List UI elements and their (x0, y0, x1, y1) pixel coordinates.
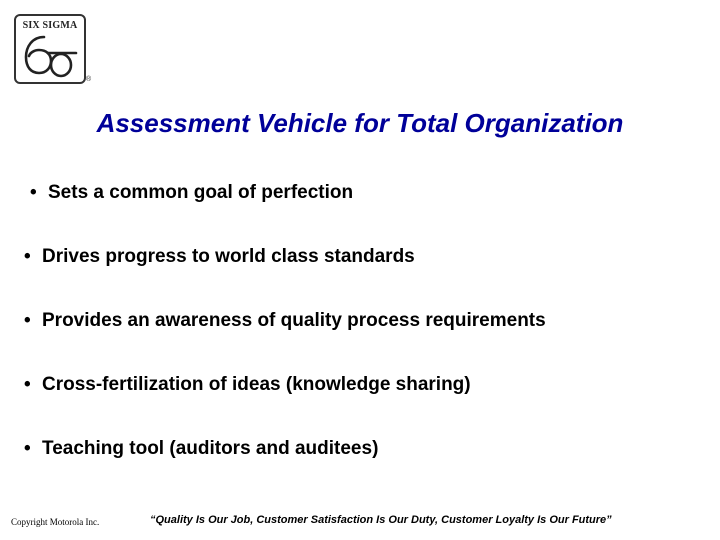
bullet-item (24, 374, 546, 438)
slide-title: Assessment Vehicle for Total Organization (96, 108, 624, 138)
registered-mark: ® (86, 76, 92, 83)
six-sigma-logo-icon (22, 33, 80, 81)
motto-quote: “Quality Is Our Job, Customer Satisfaction Is Our Duty, Customer Loyalty Is Our Future” (150, 514, 612, 526)
bullet-icon: • (24, 246, 31, 267)
bullet-text: Drives progress to world class standards (42, 246, 415, 267)
bullet-icon: • (24, 310, 31, 331)
bullet-text: Provides an awareness of quality process requirements (42, 310, 546, 331)
bullet-item (24, 438, 546, 502)
bullet-icon: • (30, 182, 37, 203)
bullet-text: Cross-fertilization of ideas (knowledge sharing) (42, 374, 471, 395)
six-sigma-logo (14, 14, 86, 84)
bullet-text: Sets a common goal of perfection (48, 182, 354, 203)
bullet-item (24, 310, 546, 374)
bullet-icon: • (24, 438, 31, 459)
bullet-icon: • (24, 374, 31, 395)
bullet-item (24, 246, 546, 310)
bullet-list (24, 182, 546, 502)
bullet-text: Teaching tool (auditors and auditees) (42, 438, 379, 459)
copyright-text: Copyright Motorola Inc. (11, 517, 100, 527)
logo-text: SIX SIGMA (22, 20, 78, 31)
bullet-item (24, 182, 546, 246)
